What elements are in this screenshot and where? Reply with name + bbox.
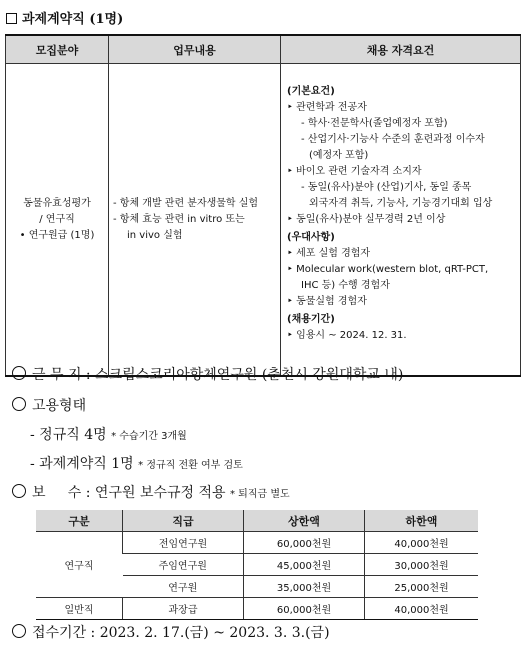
pay-min: 40,000천원 bbox=[365, 598, 479, 620]
pay-max: 60,000천원 bbox=[244, 598, 365, 620]
qualification-cell bbox=[281, 64, 521, 377]
salary-note: * 퇴직금 별도 bbox=[230, 489, 290, 500]
period-title: (채용기간) bbox=[287, 314, 335, 325]
pay-rank: 연구원 bbox=[123, 576, 244, 598]
pay-rank: 과장급 bbox=[123, 598, 244, 620]
employment-contract: - 과제계약직 1명 * 정규직 전환 여부 검토 bbox=[30, 456, 243, 472]
basic-line: - 동일(유사)분야 (산업)기사, 동일 종목 bbox=[301, 182, 472, 193]
employment-contract-note: * 정규직 전환 여부 검토 bbox=[138, 460, 243, 471]
checkbox-square-icon bbox=[6, 13, 17, 24]
employment-regular: - 정규직 4명 * 수습기간 3개월 bbox=[30, 427, 187, 443]
basic-line: ‣ 바이오 관련 기술자격 소지자 bbox=[287, 166, 422, 177]
pref-title: (우대사항) bbox=[287, 232, 335, 243]
header-duty: 업무내용 bbox=[109, 35, 281, 64]
field-line: 동물유효성평가 bbox=[23, 197, 91, 209]
employment-title: 고용형태 bbox=[12, 395, 86, 415]
header-qualification: 채용 자격요건 bbox=[281, 35, 521, 64]
field-line: / 연구직 bbox=[39, 213, 75, 225]
pay-header-min: 하한액 bbox=[365, 510, 479, 532]
recruitment-table-header bbox=[6, 35, 521, 64]
pay-rank: 주임연구원 bbox=[123, 554, 244, 576]
application-period: 접수기간 : 2023. 2. 17.(금) ~ 2023. 3. 3.(금) bbox=[12, 622, 330, 642]
duty-line: - 항체 개발 관련 분자생물학 실험 bbox=[113, 197, 259, 209]
pay-header-category: 구분 bbox=[36, 510, 123, 532]
circle-bullet-icon bbox=[12, 624, 26, 638]
pay-max: 45,000천원 bbox=[244, 554, 365, 576]
period-line: ‣ 임용시 ~ 2024. 12. 31. bbox=[287, 330, 407, 341]
pref-line: IHC 등) 수행 경험자 bbox=[301, 280, 390, 291]
duty-cell bbox=[109, 64, 281, 377]
basic-line: - 학사·전문학사(졸업예정자 포함) bbox=[301, 118, 448, 129]
circle-bullet-icon bbox=[12, 397, 26, 411]
pay-group-research: 연구직 bbox=[36, 532, 123, 598]
pay-max: 35,000천원 bbox=[244, 576, 365, 598]
table-row bbox=[36, 532, 478, 554]
pay-min: 40,000천원 bbox=[365, 532, 479, 554]
field-line: • 연구원급 (1명) bbox=[19, 229, 95, 241]
section-title: 과제계약직 (1명) bbox=[6, 8, 123, 27]
pay-rank: 전임연구원 bbox=[123, 532, 244, 554]
recruitment-table-row bbox=[6, 64, 521, 377]
basic-line: ‣ 동일(유사)분야 실무경력 2년 이상 bbox=[287, 214, 446, 225]
circle-bullet-icon bbox=[12, 366, 26, 380]
pay-table bbox=[36, 510, 478, 620]
pref-line: ‣ Molecular work(western blot, qRT-PCT, bbox=[287, 264, 489, 275]
pay-header-rank: 직급 bbox=[123, 510, 244, 532]
pref-line: ‣ 동물실험 경험자 bbox=[287, 296, 367, 307]
basic-line: 외국자격 취득, 기능사, 기능경기대회 입상 bbox=[309, 198, 493, 209]
pay-group-general: 일반직 bbox=[36, 598, 123, 620]
salary-line: 보 수 : 연구원 보수규정 적용 * 퇴직금 별도 bbox=[12, 482, 290, 502]
circle-bullet-icon bbox=[12, 484, 26, 498]
pay-table-header bbox=[36, 510, 478, 532]
pay-max: 60,000천원 bbox=[244, 532, 365, 554]
recruitment-table bbox=[5, 34, 521, 377]
table-row bbox=[36, 598, 478, 620]
pay-min: 25,000천원 bbox=[365, 576, 479, 598]
employment-regular-note: * 수습기간 3개월 bbox=[111, 431, 187, 442]
field-cell bbox=[6, 64, 109, 377]
header-field: 모집분야 bbox=[6, 35, 109, 64]
pay-min: 30,000천원 bbox=[365, 554, 479, 576]
workplace-line: 근 무 지 : 스크립스코리아항체연구원 (춘천시 강원대학교 내) bbox=[12, 364, 403, 384]
duty-line: in vivo 실험 bbox=[127, 229, 183, 241]
basic-line: - 산업기사·기능사 수준의 훈련과정 이수자 bbox=[301, 134, 485, 145]
basic-line: ‣ 관련학과 전공자 bbox=[287, 102, 367, 113]
pay-header-max: 상한액 bbox=[244, 510, 365, 532]
duty-line: - 항체 효능 관련 in vitro 또는 bbox=[113, 213, 245, 225]
basic-line: (예정자 포함) bbox=[309, 150, 369, 161]
basic-title: (기본요건) bbox=[287, 86, 335, 97]
pref-line: ‣ 세포 실험 경험자 bbox=[287, 248, 371, 259]
